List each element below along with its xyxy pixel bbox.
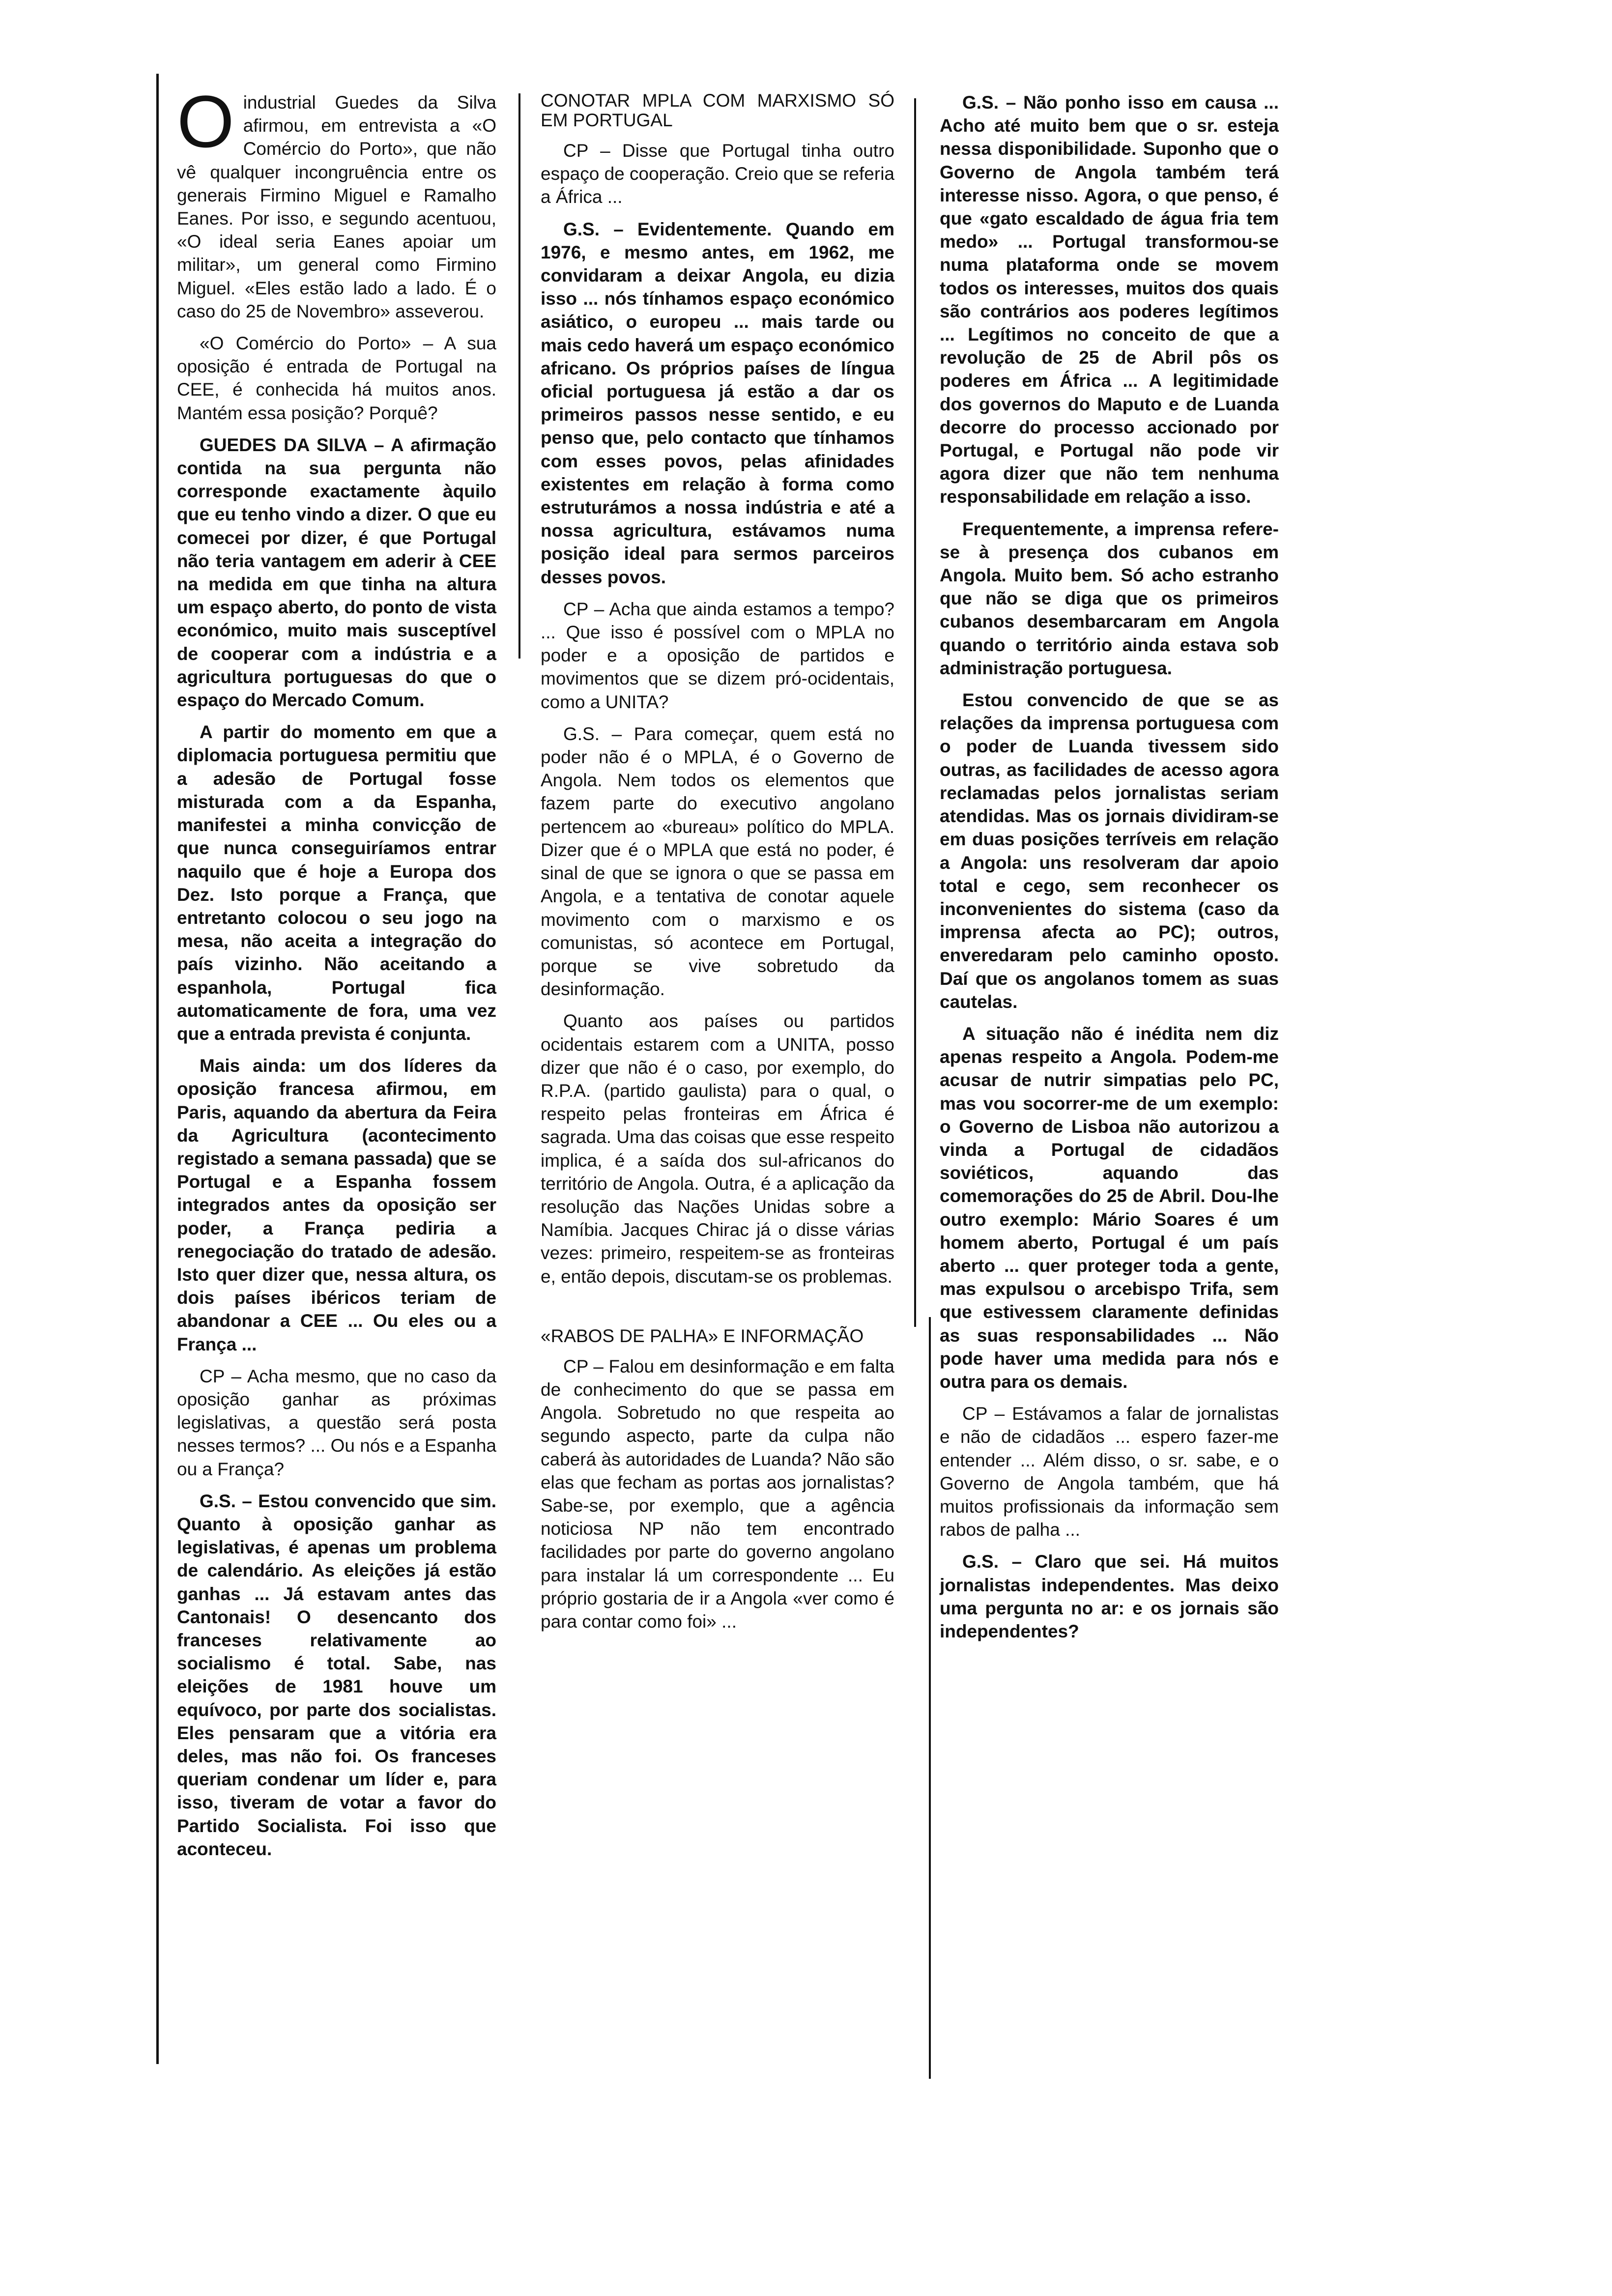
column-rule-2 (914, 98, 916, 1327)
paragraph: G.S. – Não ponho isso em causa ... Acho até muito bem que o sr. esteja nessa disponibilidade. Suponho que o Governo de Angola também terá interesse nisso. Agora, o que penso, é que «gato escaldado de água fria tem medo» ... Portugal transformou-se numa plataforma onde se movem todos os interesses, muitos dos quais são contrários aos poderes legítimos ... Legítimos no conceito de que a revolução de 25 de Abril pôs os poderes em África ... A legitimidade dos governos do Maputo e de Luanda decorre do processo accionado por Portugal, e Portugal não pode vir agora dizer que não tem nenhuma responsabilidade em relação a isso. (940, 92, 1279, 507)
paragraph: G.S. – Para começar, quem está no poder não é o MPLA, é o Governo de Angola. Nem todos os elementos que fazem parte do executivo angolano pertencem ao «bureau» político do MPLA. Dizer que é o MPLA que está no poder, é sinal de que se ignora o que se passa em Angola, e a tentativa de conotar aquele movimento com o marxismo e os comunistas, só acontece em Portugal, porque se vive sobretudo da desinformação. (541, 723, 894, 1000)
article-column-1 (177, 80, 496, 1869)
paragraph: CP – Estávamos a falar de jornalistas e não de cidadãos ... espero fazer-me entender ... Além disso, o sr. sabe, e o Governo de Angola também, que há muitos profissionais da informação sem rabos de palha ... (940, 1404, 1279, 1540)
paragraph: A partir do momento em que a diplomacia portuguesa permitiu que a adesão de Portugal fosse misturada com a da Espanha, manifestei a minha convicção de que nunca conseguiríamos entrar naquilo que é hoje a Europa dos Dez. Isto porque a França, que entretanto colocou o seu jogo na mesa, não aceita a integração do país vizinho. Não aceitando a espanhola, Portugal fica automaticamente de fora, uma vez que a entrada prevista é conjunta. (177, 722, 496, 1044)
paragraph: G.S. – Evidentemente. Quando em 1976, e mesmo antes, em 1962, me convidaram a deixar Angola, eu dizia isso ... nós tínhamos espaço económico asiático, o europeu ... mais tarde ou mais cedo haverá um espaço económico africano. Os próprios países de língua oficial portuguesa já estão a dar os primeiros passos nesse sentido, e eu penso que, pelo contacto que tínhamos com esses povos, pelas afinidades existentes em relação à forma como estruturámos a nossa indústria e até a nossa agricultura, estávamos numa posição ideal para sermos parceiros desses povos. (541, 219, 894, 587)
paragraph: Mais ainda: um dos líderes da oposição francesa afirmou, em Paris, aquando da abertura da Feira da Agricultura (acontecimento registado a semana passada) que se Portugal e a Espanha fossem integrados antes da oposição ser poder, a França pediria a renegociação do tratado de adesão. Isto quer dizer que, nessa altura, os dois países ibéricos teriam de abandonar a CEE ... Ou eles ou a França ... (177, 1056, 496, 1354)
left-margin-rule (156, 74, 159, 2064)
paragraph: CP – Disse que Portugal tinha outro espaço de cooperação. Creio que se referia a África ... (541, 141, 894, 207)
spacer (541, 1297, 894, 1326)
paragraph: G.S. – Estou convencido que sim. Quanto à oposição ganhar as legislativas, é apenas um problema de calendário. As eleições já estão ganhas ... Já estavam antes das Cantonais! O desencanto dos franceses relativamente ao socialismo é total. Sabe, nas eleições de 1981 houve um equívoco, por parte dos socialistas. Eles pensaram que a vitória era deles, mas não foi. Os franceses queriam condenar um líder e, para isso, tiveram de votar a favor do Partido Socialista. Foi isso que aconteceu. (177, 1491, 496, 1859)
column-rule-3 (929, 1317, 931, 2079)
column-rule-1 (518, 93, 520, 659)
subheading: «RABOS DE PALHA» E INFORMAÇÃO (541, 1325, 864, 1346)
lead-text: industrial Guedes da Silva afirmou, em entrevista a «O Comércio do Porto», que não vê qualquer incongruência entre os generais Firmino Miguel e Ramalho Eanes. Por isso, e segundo acentuou, «O ideal seria Eanes apoiar um militar», um general como Firmino Miguel. «Eles estão lado a lado. É o caso do 25 de Novembro» asseverou. (177, 92, 496, 321)
paragraph: G.S. – Claro que sei. Há muitos jornalistas independentes. Mas deixo uma pergunta no ar: e os jornais são independentes? (940, 1551, 1279, 1641)
paragraph: Estou convencido de que se as relações da imprensa portuguesa com o poder de Luanda tivessem sido outras, as facilidades de acesso agora reclamadas pelos jornalistas seriam atendidas. Mas os jornais dividiram-se em duas posições terríveis em relação a Angola: uns resolveram dar apoio total e cego, sem reconhecer os inconvenientes do sistema (caso da imprensa afecta ao PC); outros, enveredaram pelo caminho oposto. Daí que os angolanos tomem as suas cautelas. (940, 690, 1279, 1012)
paragraph: CP – Acha mesmo, que no caso da oposição ganhar as próximas legislativas, a questão será posta nesses termos? ... Ou nós e a Espanha ou a França? (177, 1366, 496, 1479)
paragraph: Quanto aos países ou partidos ocidentais estarem com a UNITA, posso dizer que não é o caso, por exemplo, do R.P.A. (partido gaulista) para o qual, o respeito pelas fronteiras em África é sagrada. Uma das coisas que esse respeito implica, é a saída dos sul-africanos do território de Angola. Outra, é a aplicação da resolução das Nações Unidas sobre a Namíbia. Jacques Chirac já o disse várias vezes: primeiro, respeitem-se as fronteiras e, então depois, discutam-se os problemas. (541, 1011, 894, 1287)
paragraph: «O Comércio do Porto» – A sua oposição é entrada de Portugal na CEE, é conhecida há muitos anos. Mantém essa posição? Porquê? (177, 333, 496, 423)
paragraph: A situação não é inédita nem diz apenas respeito a Angola. Podem-me acusar de nutrir simpatias pelo PC, mas vou socorrer-me de um exemplo: o Governo de Lisboa não autorizou a vinda a Portugal de cidadãos soviéticos, aquando das comemorações do 25 de Abril. Dou-lhe outro exemplo: Mário Soares é um homem aberto, Portugal é um país aberto ... quer proteger toda a gente, mas expulsou o arcebispo Trifa, sem que estivessem claramente definidas as suas responsabilidades ... Não pode haver uma medida para nós e outra para os demais. (940, 1023, 1279, 1392)
paragraph: CP – Falou em desinformação e em falta de conhecimento do que se passa em Angola. Sobretudo no que respeita ao segundo aspecto, parte da culpa não caberá às autoridades de Luanda? Não são elas que fecham as portas aos jornalistas? Sabe-se, por exemplo, que a agência noticiosa NP não tem encontrado facilidades por parte do governo angolano para instalar lá um correspondente ... Eu próprio gostaria de ir a Angola «ver como é para contar como foi» ... (541, 1356, 894, 1632)
article-column-3 (940, 91, 1279, 1652)
drop-cap: O (177, 80, 234, 163)
paragraph: CP – Acha que ainda estamos a tempo? ... Que isso é possível com o MPLA no poder e a oposição de partidos e movimentos que se dizem pró-ocidentais, como a UNITA? (541, 599, 894, 712)
subheading: CONOTAR MPLA COM MARXISMO SÓ EM PORTUGAL (541, 90, 894, 130)
paragraph: Frequentemente, a imprensa refere-se à presença dos cubanos em Angola. Muito bem. Só acho estranho que não se diga que os primeiros cubanos desembarcaram em Angola quando o território ainda estava sob administração portuguesa. (940, 518, 1279, 678)
article-column-2 (541, 91, 894, 1642)
article-lead-paragraph (177, 80, 496, 323)
paragraph: GUEDES DA SILVA – A afirmação contida na sua pergunta não corresponde exactamente àquilo que eu tenho vindo a dizer. O que eu comecei por dizer, é que Portugal não teria vantagem em aderir à CEE na medida em que tinha na altura um espaço aberto, do ponto de vista económico, muito mais susceptível de cooperar com a indústria e a agricultura portuguesas do que o espaço do Mercado Comum. (177, 434, 496, 711)
